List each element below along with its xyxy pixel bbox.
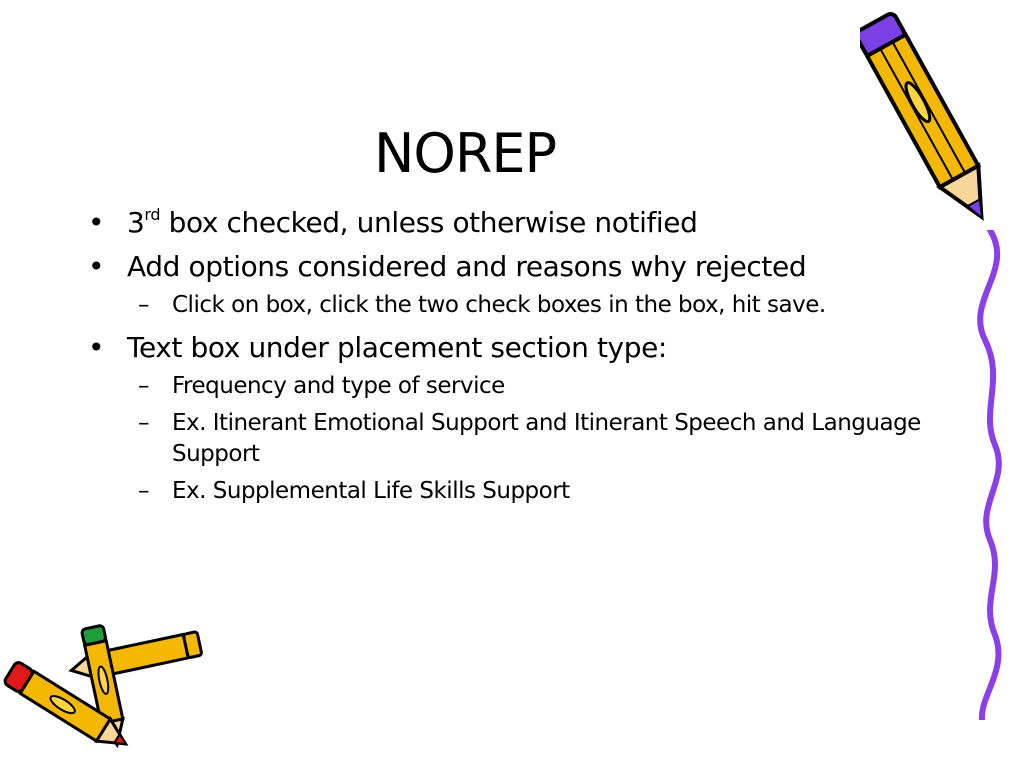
bullet-text: Text box under placement section type: — [127, 331, 667, 364]
pencils-clipart-icon — [0, 618, 210, 758]
bullet-text: Add options considered and reasons why rejected — [127, 250, 807, 283]
sub-bullet-symbol: – — [138, 292, 149, 318]
bullet-item — [88, 250, 948, 284]
sub-bullet-text: Ex. Supplemental Life Skills Support — [172, 478, 570, 504]
sub-bullet-item — [88, 290, 948, 321]
bullet-item — [88, 206, 948, 240]
bullet-symbol: • — [88, 206, 105, 239]
slide-title: NOREP — [373, 122, 557, 185]
bullet-number: 3 — [127, 206, 145, 239]
bullet-superscript: rd — [144, 205, 161, 224]
sub-bullet-symbol: – — [138, 410, 149, 436]
bullet-item — [88, 331, 948, 365]
sub-bullet-item — [88, 408, 948, 470]
sub-bullet-symbol: – — [138, 373, 149, 399]
bullet-symbol: • — [88, 250, 105, 283]
sub-bullet-item — [88, 476, 948, 507]
bullet-text: box checked, unless otherwise notified — [160, 206, 698, 239]
bullet-symbol: • — [88, 331, 105, 364]
sub-bullet-item — [88, 371, 948, 402]
sub-bullet-symbol: – — [138, 478, 149, 504]
sub-bullet-text: Click on box, click the two check boxes in the box, hit save. — [172, 292, 826, 318]
bullet-list — [88, 206, 948, 507]
pencil-icon — [860, 4, 1000, 244]
sub-bullet-text: Ex. Itinerant Emotional Support and Itinerant Speech and Language Support — [172, 410, 921, 467]
sub-bullet-text: Frequency and type of service — [172, 373, 505, 399]
squiggle-line-icon — [960, 230, 1020, 720]
